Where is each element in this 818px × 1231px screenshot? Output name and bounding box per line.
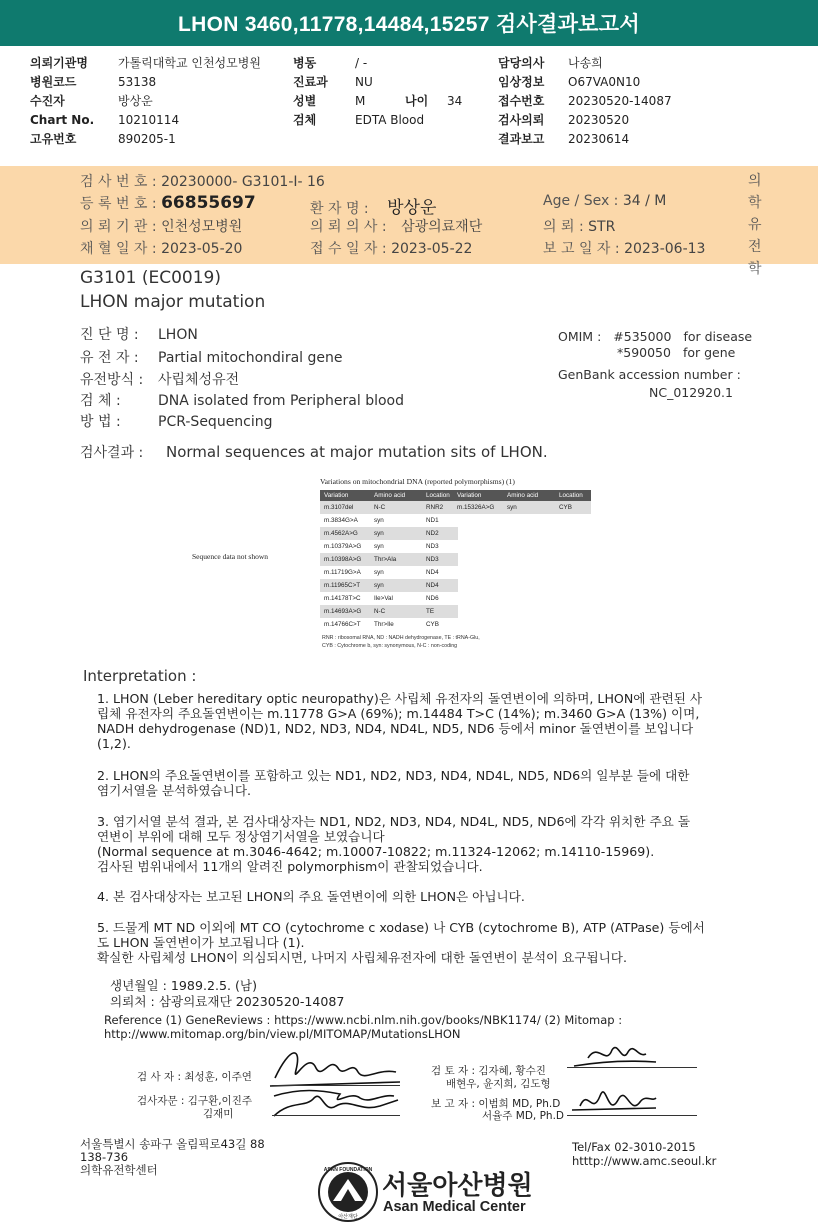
method-label: 방 법 : xyxy=(80,414,121,430)
variants-notes xyxy=(322,634,480,650)
report-title: LHON 3460,11778,14484,15257 검사결과보고서 xyxy=(0,0,818,46)
references xyxy=(104,1013,622,1041)
interpretation-heading: Interpretation : xyxy=(83,667,197,685)
side-label: 의학유전학 xyxy=(748,173,762,277)
label-ward: 병동 xyxy=(293,56,317,70)
variant-row xyxy=(320,553,458,566)
location-cell: TE xyxy=(422,605,458,618)
interp-line: 립체 유전자의 주요돌연변이는 m.11778 G>A (69%); m.14484 T>C (14%); m.3460 G>A (13%) 이며, xyxy=(97,706,700,721)
variant-row xyxy=(453,501,591,514)
interp-line: 4. 본 검사대상자는 보고된 LHON의 주요 돌연변이에 의한 LHON은 아닙니다. xyxy=(97,889,525,904)
variants-table2-wrap xyxy=(453,490,591,514)
col-location: Location xyxy=(555,490,591,501)
advisor: 검사자문 : 김구환,이진주 xyxy=(137,1095,252,1107)
amino-acid-cell: syn xyxy=(374,517,384,524)
label-clinical-info: 임상정보 xyxy=(498,75,545,89)
variant-row xyxy=(320,514,458,527)
variant-row xyxy=(320,501,458,514)
variant-cell: m.10398A>G xyxy=(320,553,370,566)
interp-line: 확실한 사립체성 LHON이 의심되시면, 나머지 사립체유전자에 대한 돌연변이 분석이 요구됩니다. xyxy=(97,950,627,965)
value-clinical-info: O67VA0N10 xyxy=(568,75,641,89)
omim-row2 xyxy=(617,345,735,360)
patient-name: 방상운 xyxy=(387,198,437,218)
reviewer: 검 토 자 : 김자혜, 황수진 xyxy=(431,1065,546,1077)
interp-line: 1. LHON (Leber hereditary optic neuropathy)은 사립체 유전자의 돌연변이에 의하며, LHON에 관련된 사 xyxy=(97,691,703,706)
variant-row xyxy=(320,527,458,540)
result-label: 검사결과 : xyxy=(80,445,144,461)
reviewer-2: 배현우, 윤지희, 김도형 xyxy=(446,1078,551,1090)
variants-table-2 xyxy=(453,490,591,514)
hospital-name-en: Asan Medical Center xyxy=(383,1199,526,1215)
blood-date-row xyxy=(80,238,242,258)
interp-line: 연변이 부위에 대해 모두 정상염기서열을 보였습니다 xyxy=(97,829,385,844)
specimen-label: 검 체 : xyxy=(80,393,121,409)
variant-cell: m.14693A>G xyxy=(320,605,370,618)
label-result-date: 결과보고 xyxy=(498,132,545,146)
location-cell: ND4 xyxy=(422,579,458,592)
label-patient: 수진자 xyxy=(30,94,65,108)
col-amino-acid: Amino acid xyxy=(370,490,422,501)
interp-line: 검사된 범위내에서 11개의 알려진 polymorphism이 관찰되었습니다. xyxy=(97,859,483,874)
test-code: G3101 (EC0019) xyxy=(80,268,221,288)
inherit-label: 유전방식 : xyxy=(80,372,144,388)
asan-foundation-seal xyxy=(317,1161,379,1223)
reviewer-signature xyxy=(568,1036,658,1126)
value-department: NU xyxy=(355,75,373,89)
interp-line: NADH dehydrogenase (ND)1, ND2, ND3, ND4, ND4L, ND5, ND6 등에서 minor 돌연변이를 보입니다 xyxy=(97,721,694,736)
value-institution: 가톨릭대학교 인천성모병원 xyxy=(118,56,261,70)
variant-cell: m.3107del xyxy=(320,501,370,514)
col-location: Location xyxy=(422,490,458,501)
variant-cell: m.15326A>G xyxy=(453,501,503,514)
label-specimen: 검체 xyxy=(293,113,317,127)
variants-table-wrap xyxy=(320,490,458,631)
genbank-label: GenBank accession number : xyxy=(558,367,741,382)
value-request-date: 20230520 xyxy=(568,113,630,127)
variant-cell: m.3834G>A xyxy=(324,517,358,524)
omim-row1 xyxy=(558,329,752,344)
location-cell: CYB xyxy=(426,621,439,628)
method-row xyxy=(80,411,273,431)
variants-table xyxy=(320,490,458,631)
interp-line: (1,2). xyxy=(97,736,131,751)
dept-value: STR xyxy=(588,219,616,235)
inst-label: 의 뢰 기 관 : xyxy=(80,219,157,235)
signature-line-4 xyxy=(567,1115,697,1116)
label-age: 나이 xyxy=(405,94,429,108)
dept-label: 의 뢰 : xyxy=(543,219,584,235)
variants-caption: Variations on mitochondrial DNA (reported polymorphisms) (1) xyxy=(320,477,515,486)
label-department: 진료과 xyxy=(293,75,328,89)
doctor-label: 의 뢰 의 사 : xyxy=(310,219,387,235)
value-doctor: 나송희 xyxy=(568,56,603,70)
interp-line: 염기서열을 분석하였습니다. xyxy=(97,783,251,798)
label-unique-no: 고유번호 xyxy=(30,132,77,146)
signature-line-3 xyxy=(567,1067,697,1068)
seal-bottom-text: 아산재단 xyxy=(338,1214,358,1220)
amino-acid-cell: Thr>Ala xyxy=(370,553,422,566)
value-result-date: 20230614 xyxy=(568,132,630,146)
inst-row xyxy=(80,216,242,236)
exam-no-label: 검 사 번 호 : xyxy=(80,174,157,190)
amino-acid-cell: syn xyxy=(374,569,384,576)
patient-label: 환 자 명 : xyxy=(310,201,369,217)
hospital-name-ko: 서울아산병원 xyxy=(382,1171,533,1201)
interp-p5 xyxy=(97,920,705,965)
address-line-1: 서울특별시 송파구 올림픽로43길 88 xyxy=(80,1137,265,1151)
location-cell: ND3 xyxy=(422,553,458,566)
variant-cell: m.11965C>T xyxy=(320,579,370,592)
variant-cell: m.4562A>G xyxy=(320,527,370,540)
variant-cell: m.11719G>A xyxy=(324,569,361,576)
contact xyxy=(572,1140,716,1168)
value-age: 34 xyxy=(447,94,463,108)
interp-p2 xyxy=(97,768,689,798)
diagnosis-value: LHON xyxy=(158,327,198,343)
diagnosis-row xyxy=(80,324,198,344)
label-receipt-no: 접수번호 xyxy=(498,94,545,108)
result-row xyxy=(80,442,548,462)
interp-line: 도 LHON 돌연변이가 보고됩니다 (1). xyxy=(97,935,305,950)
signature-line-1 xyxy=(272,1085,400,1086)
interp-line: 3. 염기서열 분석 결과, 본 검사대상자는 ND1, ND2, ND3, ND4, ND4L, ND5, ND6에 각각 위치한 주요 돌 xyxy=(97,814,690,829)
label-institution: 의뢰기관명 xyxy=(30,56,88,70)
amino-acid-cell: syn xyxy=(370,579,422,592)
header-col1 xyxy=(30,54,261,149)
birth-date: 생년월일 : 1989.2.5. (남) xyxy=(110,978,257,993)
examiner-signature xyxy=(260,1038,410,1123)
amino-acid-cell: syn xyxy=(374,543,384,550)
reg-no: 66855697 xyxy=(161,193,256,213)
variant-row xyxy=(320,605,458,618)
location-cell: RNR2 xyxy=(422,501,458,514)
reporter-2: 서율주 MD, Ph.D xyxy=(482,1110,564,1122)
variants-note-2: CYB : Cytochrome b, syn: synonymous, N-C : non-coding xyxy=(322,643,458,649)
variant-row xyxy=(320,592,458,605)
col-amino-acid: Amino acid xyxy=(503,490,555,501)
blood-date: 2023-05-20 xyxy=(161,241,243,257)
amino-acid-cell: syn xyxy=(503,501,555,514)
label-doctor: 담당의사 xyxy=(498,56,545,70)
interp-line: (Normal sequence at m.3046-4642; m.10007-10822; m.11324-12062; m.14110-15969). xyxy=(97,844,655,859)
amino-acid-cell: syn xyxy=(370,527,422,540)
doctor-value: 삼광의료재단 xyxy=(401,219,483,235)
gene-value: Partial mitochondiral gene xyxy=(158,350,343,366)
variant-row xyxy=(320,566,458,579)
info-band xyxy=(0,166,818,277)
report-date: 2023-06-13 xyxy=(624,241,706,257)
reporter: 보 고 자 : 이범희 MD, Ph.D xyxy=(431,1098,561,1110)
website-url: htttp://www.amc.seoul.kr xyxy=(572,1154,717,1168)
omim-label: OMIM : xyxy=(558,329,602,344)
interp-p1 xyxy=(97,691,702,751)
inst-value: 인천성모병원 xyxy=(161,219,243,235)
value-specimen: EDTA Blood xyxy=(355,113,425,127)
recv-date: 2023-05-22 xyxy=(391,241,473,257)
doctor-row xyxy=(310,216,482,236)
interp-line: 2. LHON의 주요돌연변이를 포함하고 있는 ND1, ND2, ND3, ND4, ND4L, ND5, ND6의 일부분 들에 대한 xyxy=(97,768,690,783)
value-unique-no: 890205-1 xyxy=(118,132,176,146)
address xyxy=(80,1138,265,1177)
seal-top-text: ASAN FOUNDATION xyxy=(323,1167,373,1173)
label-hospital-code: 병원코드 xyxy=(30,75,77,89)
reference-line-1: Reference (1) GeneReviews : https://www.ncbi.nlm.nih.gov/books/NBK1174/ (2) Mitomap : xyxy=(104,1013,623,1027)
omim-disease: #535000 xyxy=(613,329,672,344)
value-ward: / - xyxy=(355,56,368,70)
label-sex: 성별 xyxy=(293,94,317,108)
interp-p4 xyxy=(97,889,525,904)
col-variation: Variation xyxy=(453,490,503,501)
blood-date-label: 채 혈 일 자 : xyxy=(80,241,157,257)
amino-acid-cell: Ile>Val xyxy=(374,595,393,602)
value-receipt-no: 20230520-14087 xyxy=(568,94,672,108)
location-cell: ND2 xyxy=(422,527,458,540)
amino-acid-cell: Thr>Ile xyxy=(374,621,394,628)
gene-label: 유 전 자 : xyxy=(80,350,139,366)
variant-row xyxy=(320,618,458,631)
variant-cell: m.10379A>G xyxy=(324,543,362,550)
result-value: Normal sequences at major mutation sits of LHON. xyxy=(166,443,548,461)
interp-line: 5. 드물게 MT ND 이외에 MT CO (cytochrome c xodase) 나 CYB (cytochrome B), ATP (ATPase) 등에서 xyxy=(97,920,705,935)
col-variation: Variation xyxy=(320,490,370,501)
gene-row xyxy=(80,347,342,367)
interp-p3 xyxy=(97,814,690,874)
advisor-2: 김재미 xyxy=(203,1108,234,1120)
age-sex-row xyxy=(543,193,666,209)
location-cell: ND1 xyxy=(426,517,439,524)
age-sex: 34 / M xyxy=(622,193,667,209)
value-sex: M xyxy=(355,94,366,108)
signature-line-2 xyxy=(272,1115,400,1116)
value-chart-no: 10210114 xyxy=(118,113,180,127)
recv-date-row xyxy=(310,238,472,258)
center-name: 의학유전학센터 xyxy=(80,1163,158,1177)
inherit-value: 사립체성유전 xyxy=(158,372,240,388)
reference-line-2: http://www.mitomap.org/bin/view.pl/MITOMAP/MutationsLHON xyxy=(104,1027,461,1041)
label-request-date: 검사의뢰 xyxy=(498,113,545,127)
omim-gene-note: for gene xyxy=(682,345,736,360)
age-sex-label: Age / Sex : xyxy=(543,193,619,209)
reg-no-row xyxy=(80,193,256,213)
omim-gene: *590050 xyxy=(617,345,671,360)
postal-code: 138-736 xyxy=(80,1150,129,1164)
diagnosis-label: 진 단 명 : xyxy=(80,327,139,343)
location-cell: CYB xyxy=(555,501,591,514)
method-value: PCR-Sequencing xyxy=(158,414,273,430)
amino-acid-cell: N-C xyxy=(370,501,422,514)
genbank-value: NC_012920.1 xyxy=(649,385,733,400)
report-date-label: 보 고 일 자 : xyxy=(543,241,620,257)
tel-fax: Tel/Fax 02-3010-2015 xyxy=(572,1140,696,1154)
variants-note-1: RNR : ribosomal RNA, ND : NADH dehydrogenase, TE : tRNA-Glu, xyxy=(322,635,480,641)
header-col2 xyxy=(293,54,483,130)
variant-row xyxy=(320,579,458,592)
exam-no: 20230000- G3101-I- 16 xyxy=(161,174,325,190)
test-name: LHON major mutation xyxy=(80,292,266,312)
label-chart-no: Chart No. xyxy=(30,113,95,127)
sequence-not-shown: Sequence data not shown xyxy=(192,552,269,561)
value-hospital-code: 53138 xyxy=(118,75,157,89)
specimen-value: DNA isolated from Peripheral blood xyxy=(158,393,405,409)
variant-cell: m.14178T>C xyxy=(324,595,361,602)
examiner: 검 사 자 : 최성훈, 이주연 xyxy=(137,1071,252,1083)
location-cell: ND3 xyxy=(426,543,439,550)
patient-row xyxy=(310,193,436,218)
dept-row xyxy=(543,216,615,236)
exam-no-row xyxy=(80,171,325,191)
variant-cell: m.14766C>T xyxy=(324,621,361,628)
requester: 의뢰처 : 삼광의료재단 20230520-14087 xyxy=(110,994,345,1009)
location-cell: ND4 xyxy=(426,569,439,576)
recv-date-label: 접 수 일 자 : xyxy=(310,241,387,257)
reg-no-label: 등 록 번 호 : xyxy=(80,196,157,212)
variant-row xyxy=(320,540,458,553)
value-patient: 방상운 xyxy=(118,94,153,108)
header-col3 xyxy=(498,54,672,149)
amino-acid-cell: N-C xyxy=(370,605,422,618)
report-date-row xyxy=(543,238,705,258)
omim-disease-note: for disease xyxy=(683,329,753,344)
inherit-row xyxy=(80,369,239,389)
location-cell: ND6 xyxy=(426,595,439,602)
specimen-row xyxy=(80,390,404,410)
